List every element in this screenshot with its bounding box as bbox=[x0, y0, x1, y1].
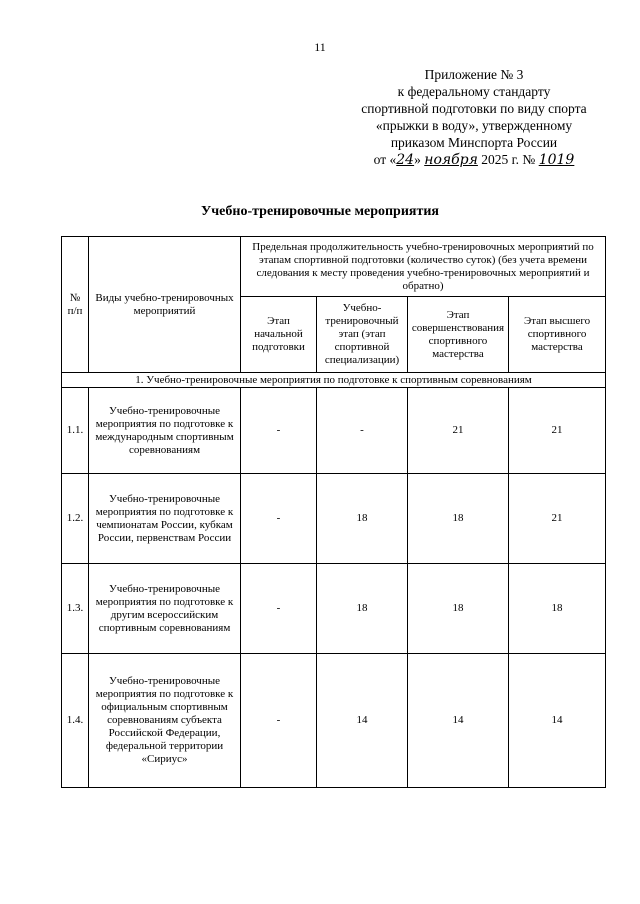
row-value-stage-2: 18 bbox=[317, 564, 408, 654]
row-value-stage-3: 14 bbox=[408, 654, 509, 788]
table-row bbox=[62, 388, 606, 474]
row-value-stage-4: 18 bbox=[509, 564, 606, 654]
table-row bbox=[62, 564, 606, 654]
header-num: № п/п bbox=[62, 237, 89, 373]
row-num: 1.2. bbox=[62, 474, 89, 564]
order-number: 1019 bbox=[538, 152, 575, 168]
order-month: ноября bbox=[424, 152, 478, 168]
order-day: 24 bbox=[396, 152, 415, 168]
row-name: Учебно-тренировочные мероприятия по подготовке к международным спортивным соревнованиям bbox=[89, 388, 241, 474]
table-row bbox=[62, 654, 606, 788]
header-duration: Предельная продолжительность учебно-тренировочных мероприятий по этапам спортивной подготовки (количество суток) (без учета времени следования к месту проведения учебно-тренировочных мероприятий и обратно) bbox=[241, 237, 606, 297]
events-table bbox=[61, 236, 606, 788]
header-stage-2: Учебно-тренировочный этап (этап спортивной специализации) bbox=[317, 297, 408, 373]
section-header: 1. Учебно-тренировочные мероприятия по подготовке к спортивным соревнованиям bbox=[62, 373, 606, 388]
header-stage-1: Этап начальной подготовки bbox=[241, 297, 317, 373]
header-stage-4: Этап высшего спортивного мастерства bbox=[509, 297, 606, 373]
row-value-stage-3: 18 bbox=[408, 564, 509, 654]
row-name: Учебно-тренировочные мероприятия по подготовке к официальным спортивным соревнованиям субъекта Российской Федерации, федеральной территории «Сириус» bbox=[89, 654, 241, 788]
row-value-stage-3: 21 bbox=[408, 388, 509, 474]
header-kind: Виды учебно-тренировочных мероприятий bbox=[89, 237, 241, 373]
order-mid: » bbox=[414, 152, 421, 167]
document-title: Учебно-тренировочные мероприятия bbox=[201, 204, 439, 219]
row-num: 1.1. bbox=[62, 388, 89, 474]
row-value-stage-2: 14 bbox=[317, 654, 408, 788]
row-value-stage-2: - bbox=[317, 388, 408, 474]
appendix-title: Приложение № 3 bbox=[424, 67, 524, 82]
order-prefix: от « bbox=[373, 152, 397, 167]
row-value-stage-4: 21 bbox=[509, 474, 606, 564]
row-name: Учебно-тренировочные мероприятия по подготовке к чемпионатам России, кубкам России, первенствам России bbox=[89, 474, 241, 564]
appendix-line-4: приказом Минспорта России bbox=[390, 135, 558, 150]
row-value-stage-2: 18 bbox=[317, 474, 408, 564]
row-value-stage-4: 14 bbox=[509, 654, 606, 788]
row-value-stage-1: - bbox=[241, 388, 317, 474]
appendix-line-1: к федеральному стандарту bbox=[397, 84, 551, 99]
row-value-stage-4: 21 bbox=[509, 388, 606, 474]
row-value-stage-1: - bbox=[241, 654, 317, 788]
row-name: Учебно-тренировочные мероприятия по подготовке к другим всероссийским спортивным соревнованиям bbox=[89, 564, 241, 654]
order-year: 2025 г. № bbox=[481, 152, 536, 167]
row-num: 1.3. bbox=[62, 564, 89, 654]
appendix-line-3: «прыжки в воду», утвержденному bbox=[375, 118, 573, 133]
page-number: 11 bbox=[314, 40, 326, 54]
row-value-stage-1: - bbox=[241, 564, 317, 654]
appendix-block bbox=[336, 66, 612, 169]
header-stage-3: Этап совершенствования спортивного мастерства bbox=[408, 297, 509, 373]
order-line bbox=[336, 151, 612, 169]
table-row bbox=[62, 474, 606, 564]
row-num: 1.4. bbox=[62, 654, 89, 788]
row-value-stage-1: - bbox=[241, 474, 317, 564]
appendix-line-2: спортивной подготовки по виду спорта bbox=[361, 101, 587, 116]
row-value-stage-3: 18 bbox=[408, 474, 509, 564]
